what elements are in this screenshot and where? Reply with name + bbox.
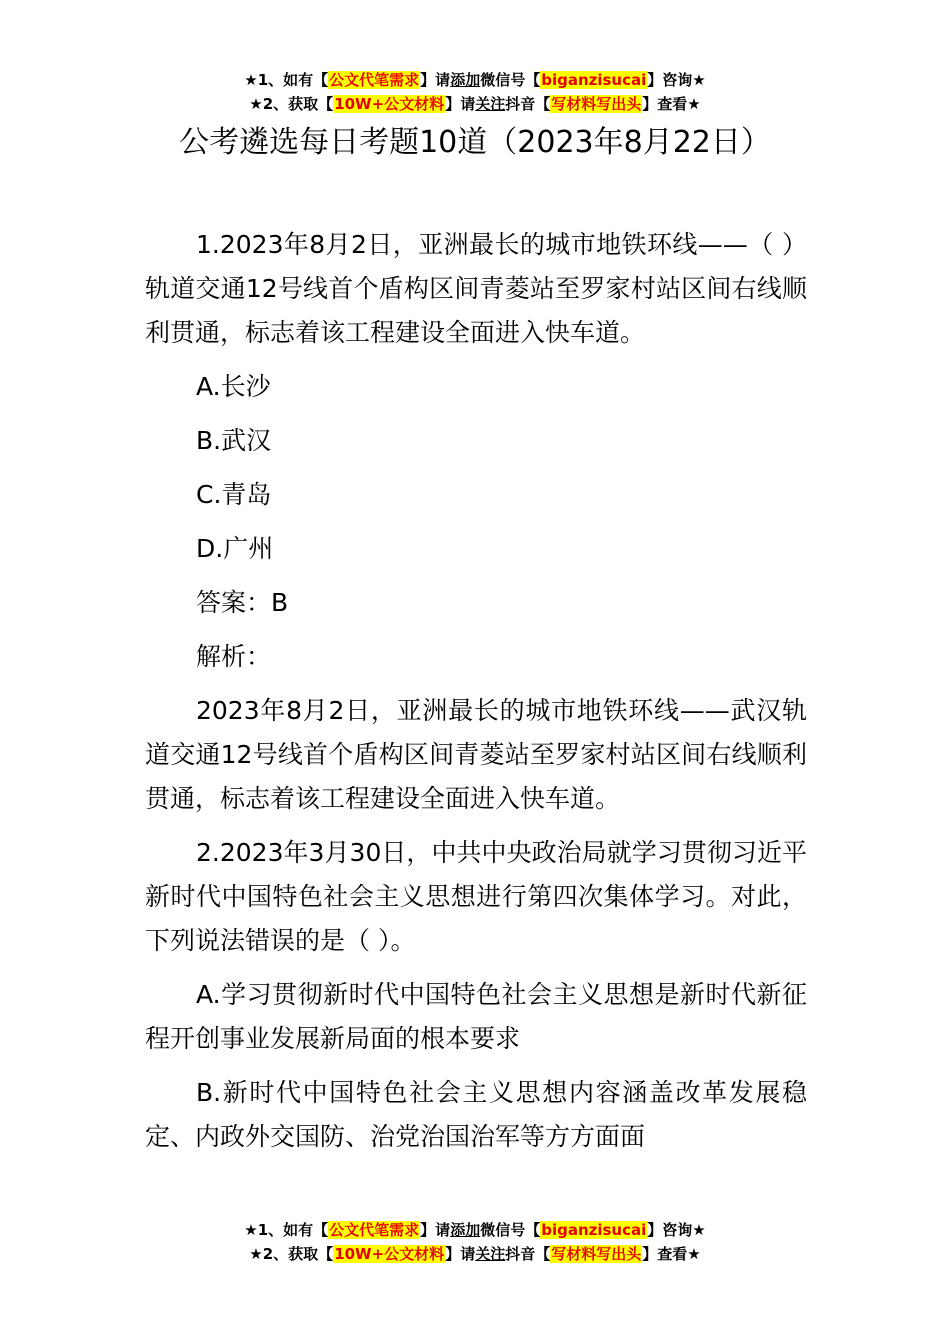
question-1-analysis-label: 解析：	[196, 642, 272, 671]
question-2-stem: 2.2023年3月30日，中共中央政治局就学习贯彻习近平新时代中国特色社会主义思想进行第四次集体学习。对此，下列说法错误的是（ ）。	[145, 838, 807, 955]
question-2-option-a: A.学习贯彻新时代中国特色社会主义思想是新时代新征程开创事业发展新局面的根本要求	[145, 980, 807, 1053]
question-1-analysis: 2023年8月2日，亚洲最长的城市地铁环线——武汉轨道交通12号线首个盾构区间青菱站至罗家村站区间右线顺利贯通，标志着该工程建设全面进入快车道。	[145, 696, 807, 813]
banner-highlight: 写材料写出头	[551, 95, 642, 113]
question-2-option-b: B.新时代中国特色社会主义思想内容涵盖改革发展稳定、内政外交国防、治党治国治军等方方面面	[145, 1078, 807, 1151]
banner-highlight: 10W+公文材料	[334, 1245, 445, 1263]
question-1-option-c: C.青岛	[196, 480, 272, 509]
banner-highlight: 公文代笔需求	[329, 71, 420, 89]
banner-highlight: 公文代笔需求	[329, 1221, 420, 1239]
banner-line-2: ★2、获取【10W+公文材料】请关注抖音【写材料写出头】查看★	[249, 1245, 701, 1263]
bottom-banner	[0, 1218, 950, 1266]
question-1-option-b: B.武汉	[196, 426, 272, 455]
question-1-stem: 1.2023年8月2日，亚洲最长的城市地铁环线——（ ）轨道交通12号线首个盾构区间青菱站至罗家村站区间右线顺利贯通，标志着该工程建设全面进入快车道。	[145, 230, 807, 347]
page-title: 公考遴选每日考题10道（2023年8月22日）	[179, 125, 771, 160]
top-banner	[0, 68, 950, 116]
banner-highlight: biganzisucai	[541, 1221, 647, 1239]
question-1-answer: 答案：B	[196, 588, 289, 617]
banner-line-2: ★2、获取【10W+公文材料】请关注抖音【写材料写出头】查看★	[249, 95, 701, 113]
banner-highlight: 写材料写出头	[551, 1245, 642, 1263]
banner-highlight: 10W+公文材料	[334, 95, 445, 113]
document-body	[145, 223, 807, 1169]
banner-highlight: biganzisucai	[541, 71, 647, 89]
banner-line-1: ★1、如有【公文代笔需求】请添加微信号【biganzisucai】咨询★	[244, 71, 706, 89]
question-1-option-d: D.广州	[196, 534, 274, 563]
banner-line-1: ★1、如有【公文代笔需求】请添加微信号【biganzisucai】咨询★	[244, 1221, 706, 1239]
question-1-option-a: A.长沙	[196, 372, 271, 401]
